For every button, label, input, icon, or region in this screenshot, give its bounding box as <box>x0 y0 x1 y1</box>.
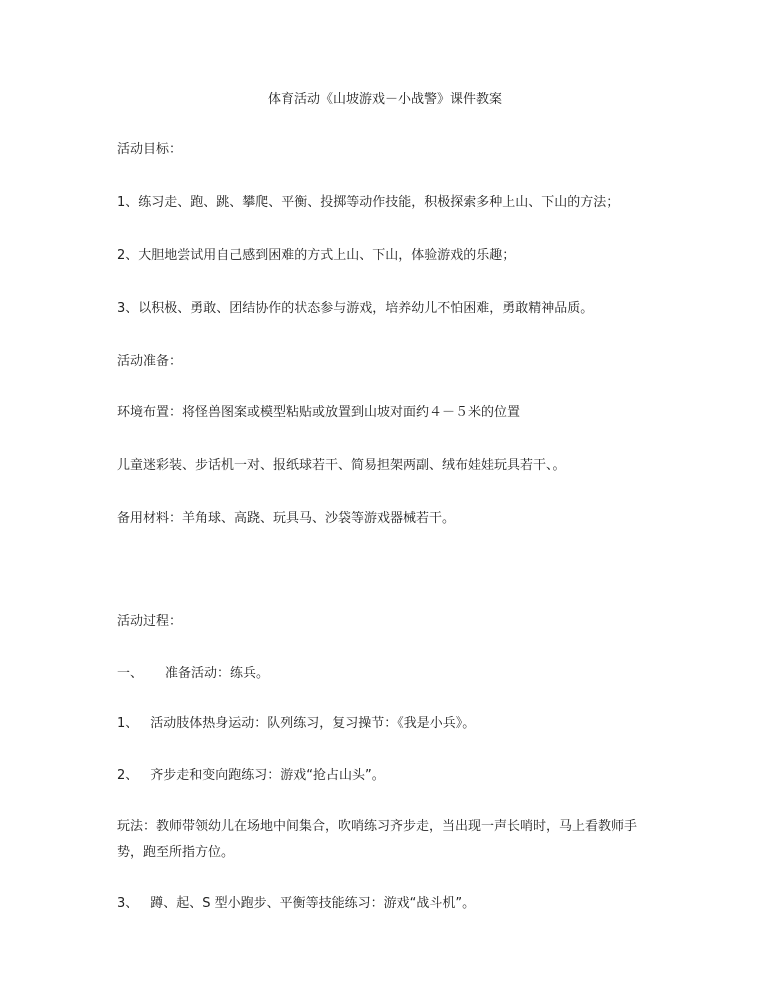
step-one-text: 准备活动：练兵。 <box>165 666 270 681</box>
list-item-3 <box>117 894 677 914</box>
step-one-number: 一、 <box>117 666 144 681</box>
prep-spare-materials: 备用材料：羊角球、高跷、玩具马、沙袋等游戏器械若干。 <box>117 511 456 526</box>
prep-environment: 环境布置：将怪兽图案或模型粘贴或放置到山坡对面约４－５米的位置 <box>117 405 521 420</box>
list-item-2-text: 齐步走和变向跑练习：游戏“抢占山头”。 <box>150 768 385 783</box>
list-item-3-number: 3、 <box>117 896 139 911</box>
list-item-1-number: 1、 <box>117 716 139 731</box>
prep-heading: 活动准备： <box>117 354 183 369</box>
document-title: 体育活动《山坡游戏－小战警》课件教案 <box>267 92 502 107</box>
prep-items: 儿童迷彩装、步话机一对、报纸球若干、简易担架两副、绒布娃娃玩具若干、。 <box>117 458 566 473</box>
goal-item-3: 3、以积极、勇敢、团结协作的状态参与游戏，培养幼儿不怕困难，勇敢精神品质。 <box>117 301 594 316</box>
rules-paragraph: 玩法：教师带领幼儿在场地中间集合，吹哨练习齐步走，当出现一声长哨时，马上看教师手势，跑至所指方位。 <box>117 819 638 860</box>
goal-item-1: 1、练习走、跑、跳、攀爬、平衡、投掷等动作技能，积极探索多种上山、下山的方法； <box>117 195 620 210</box>
list-item-2-number: 2、 <box>117 768 139 783</box>
list-item-2 <box>117 766 677 786</box>
step-one <box>117 664 677 684</box>
list-item-1 <box>117 714 677 734</box>
goal-item-2: 2、大胆地尝试用自己感到困难的方式上山、下山，体验游戏的乐趣； <box>117 248 516 263</box>
list-item-3-text: 蹲、起、S 型小跑步、平衡等技能练习：游戏“战斗机”。 <box>150 896 476 911</box>
list-item-1-text: 活动肢体热身运动：队列练习，复习操节：《我是小兵》。 <box>150 716 476 731</box>
goals-heading: 活动目标： <box>117 142 183 157</box>
process-heading: 活动过程： <box>117 614 183 629</box>
